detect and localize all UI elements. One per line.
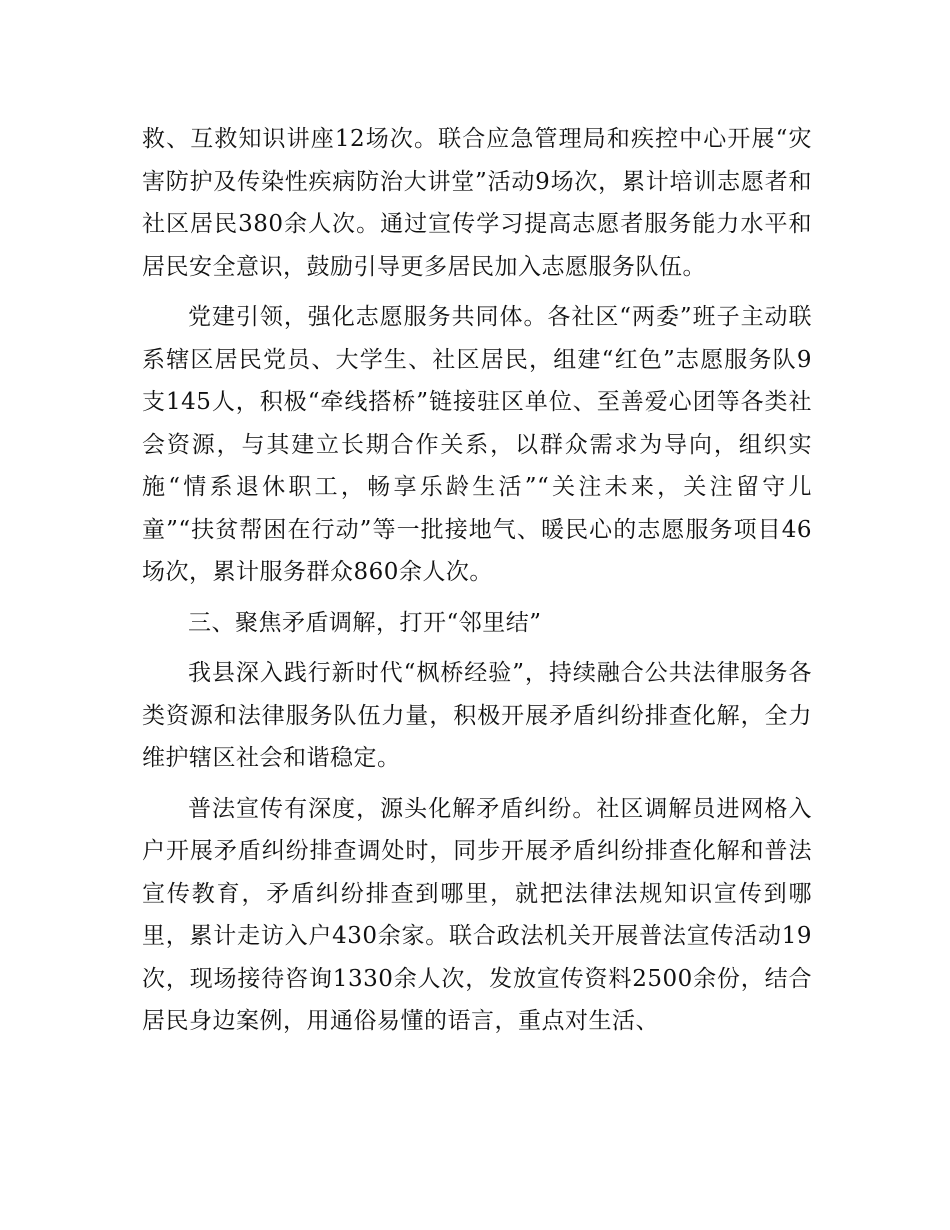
paragraph-continued: 救、互救知识讲座12场次。联合应急管理局和疾控中心开展“灾害防护及传染性疾病防治大讲堂”活动9场次，累计培训志愿者和社区居民380余人次。通过宣传学习提高志愿者服务能力水平和居民安全意识，鼓励引导更多居民加入志愿服务队伍。: [142, 126, 812, 280]
paragraph-fengqiao-experience: 我县深入践行新时代“枫桥经验”，持续融合公共法律服务各类资源和法律服务队伍力量，积极开展矛盾纠纷排查化解，全力维护辖区社会和谐稳定。: [142, 660, 812, 771]
paragraph-party-building: 党建引领，强化志愿服务共同体。各社区“两委”班子主动联系辖区居民党员、大学生、社区居民，组建“红色”志愿服务队9支145人，积极“牵线搭桥”链接驻区单位、至善爱心团等各类社会资源，与其建立长期合作关系，以群众需求为导向，组织实施“情系退休职工，畅享乐龄生活”“关注未来，关注留守儿童”“扶贫帮困在行动”等一批接地气、暖民心的志愿服务项目46场次，累计服务群众860余人次。: [142, 304, 812, 585]
document-body: [142, 118, 812, 1043]
paragraph-legal-publicity: 普法宣传有深度，源头化解矛盾纠纷。社区调解员进网格入户开展矛盾纠纷排查调处时，同步开展矛盾纠纷排查化解和普法宣传教育，矛盾纠纷排查到哪里，就把法律法规知识宣传到哪里，累计走访入户430余家。联合政法机关开展普法宣传活动19次，现场接待咨询1330余人次，发放宣传资料2500余份，结合居民身边案例，用通俗易懂的语言，重点对生活、: [142, 795, 812, 1034]
section-heading-conflict-mediation: 三、聚焦矛盾调解，打开“邻里结”: [188, 609, 542, 636]
